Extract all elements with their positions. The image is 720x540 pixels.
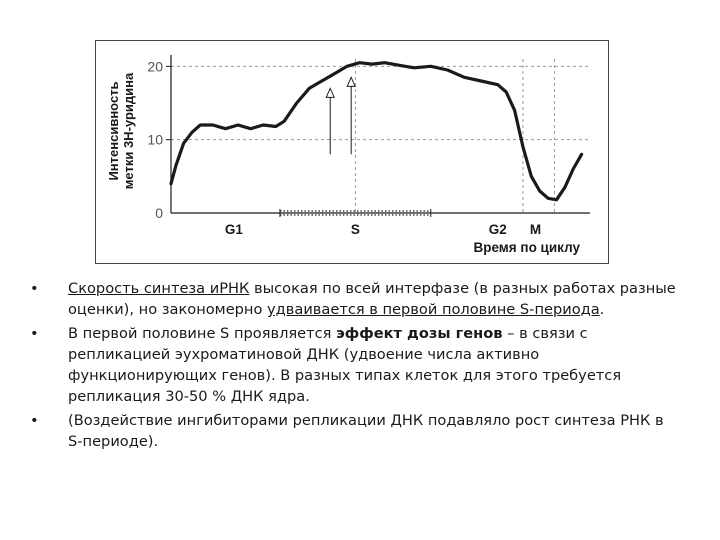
phase-label-g1: G1 [224,222,243,237]
arrow-head [326,88,334,97]
chart-canvas [96,41,608,263]
y-tick-label: 10 [147,131,163,148]
bullet-item [30,410,680,452]
bullet-text: эффект дозы генов [336,325,503,342]
phase-labels [225,222,541,237]
y-axis-label-line: метки 3H-уридина [121,72,136,190]
chart-grid [171,59,590,213]
bullet-text: удваивается в первой половине S-периода [267,301,600,318]
x-axis-label: Время по циклу [473,240,580,255]
phase-label-s: S [350,222,360,237]
bullet-text: (Воздействие ингибиторами репликации ДНК подавляло рост синтеза РНК в S-периоде). [68,412,664,450]
y-axis-label [106,72,136,189]
y-tick-label: 0 [155,205,163,221]
bullet-marker: • [30,325,39,342]
bullet-marker: • [30,412,39,429]
bullet-text: В первой половине S проявляется [68,325,337,342]
chart-annotations [326,77,355,154]
bullet-text: – в связи с репликацией эухроматиновой ДНК (удвоение числа активно функционирующих генов). В разных типах клеток для этого требуется репликация 30-50 % ДНК ядра. [68,325,622,405]
bullet-list [30,278,680,455]
bullet-marker: • [30,280,39,297]
y-tick-label: 20 [147,58,163,75]
bullet-text: . [599,301,605,318]
y-tick-labels [147,58,163,221]
bullet-text: высокая по всей интерфазе (в разных работах разные оценки), но закономерно [68,280,676,318]
bullet-item [30,278,680,320]
series-line [171,63,582,200]
bullet-text: Скорость синтеза иРНК [68,280,250,297]
y-axis-label-line: Интенсивность [106,81,121,181]
bullet-item [30,323,680,407]
arrow-head [347,77,355,86]
phase-label-m: M [529,222,542,237]
chart-series [171,63,582,200]
rna-synthesis-chart [95,40,609,264]
chart-axes [166,55,590,217]
phase-label-g2: G2 [488,222,507,237]
